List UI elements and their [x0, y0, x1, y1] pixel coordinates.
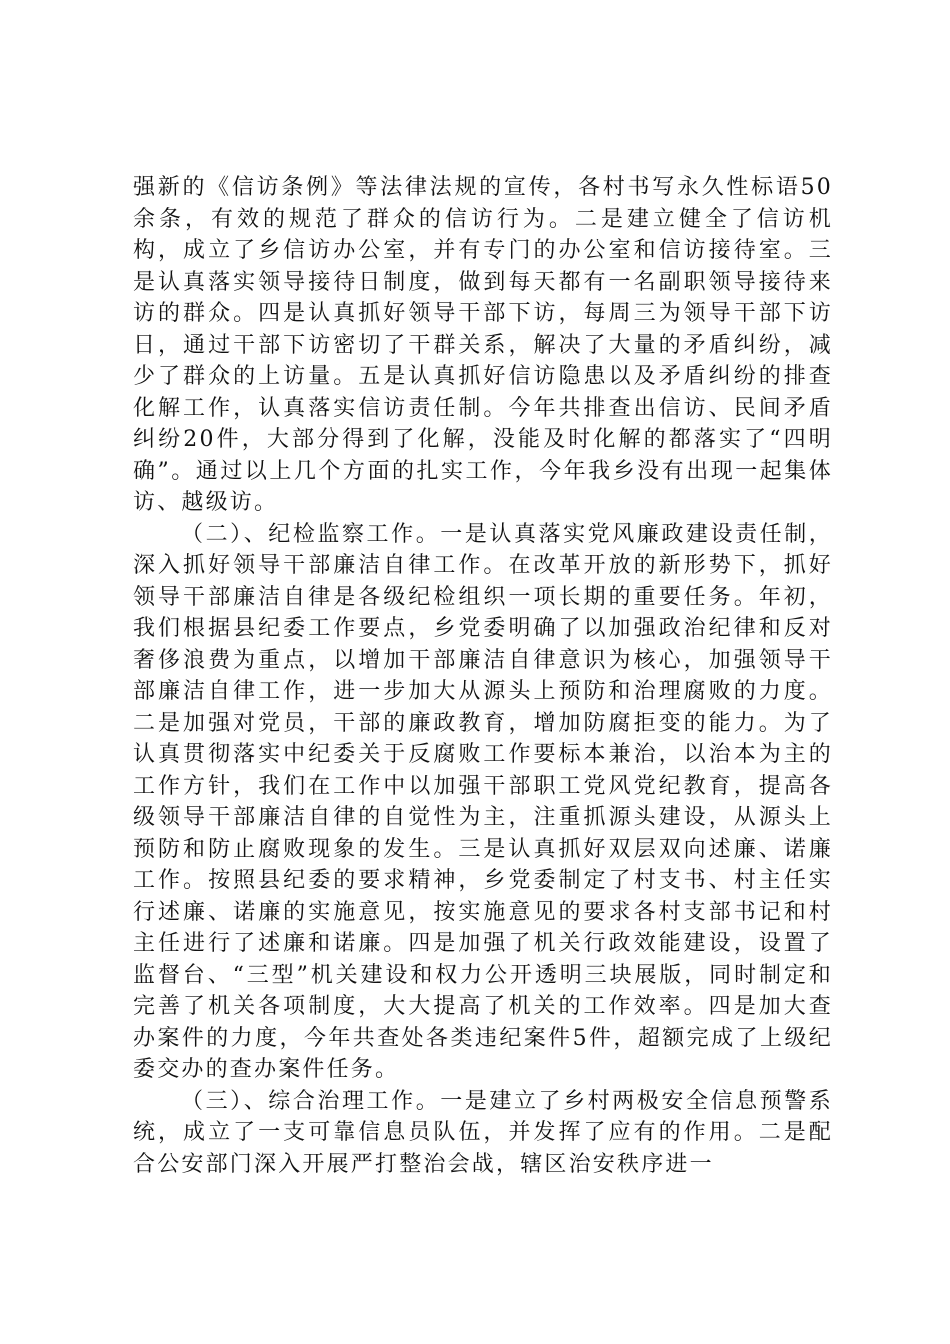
document-body — [133, 172, 833, 1180]
paragraph-comprehensive-governance: （三）、综合治理工作。一是建立了乡村两极安全信息预警系统，成立了一支可靠信息员队伍，并发挥了应有的作用。二是配合公安部门深入开展严打整治会战，辖区治安秩序进一 — [133, 1088, 833, 1177]
paragraph-discipline-inspection: （二）、纪检监察工作。一是认真落实党风廉政建设责任制，深入抓好领导干部廉洁自律工作。在改革开放的新形势下，抓好领导干部廉洁自律是各级纪检组织一项长期的重要任务。年初，我们根据县纪委工作要点，乡党委明确了以加强政治纪律和反对奢侈浪费为重点，以增加干部廉洁自律意识为核心，加强领导干部廉洁自律工作，进一步加大从源头上预防和治理腐败的力度。二是加强对党员，干部的廉政教育，增加防腐拒变的能力。为了认真贯彻落实中纪委关于反腐败工作要标本兼治，以治本为主的工作方针，我们在工作中以加强干部职工党风党纪教育，提高各级领导干部廉洁自律的自觉性为主，注重抓源头建设，从源头上预防和防止腐败现象的发生。三是认真抓好双层双向述廉、诺廉工作。按照县纪委的要求精神，乡党委制定了村支书、村主任实行述廉、诺廉的实施意见，按实施意见的要求各村支部书记和村主任进行了述廉和诺廉。四是加强了机关行政效能建设，设置了监督台、“三型”机关建设和权力公开透明三块展版，同时制定和完善了机关各项制度，大大提高了机关的工作效率。四是加大查办案件的力度，今年共查处各类违纪案件5件，超额完成了上级纪委交办的查办案件任务。 — [133, 521, 833, 1082]
paragraph-letters-and-visits: 强新的《信访条例》等法律法规的宣传，各村书写永久性标语50余条，有效的规范了群众的信访行为。二是建立健全了信访机构，成立了乡信访办公室，并有专门的办公室和信访接待室。三是认真落实领导接待日制度，做到每天都有一名副职领导接待来访的群众。四是认真抓好领导干部下访，每周三为领导干部下访日，通过干部下访密切了干群关系，解决了大量的矛盾纠纷，减少了群众的上访量。五是认真抓好信访隐患以及矛盾纠纷的排查化解工作，认真落实信访责任制。今年共排查出信访、民间矛盾纠纷20件，大部分得到了化解，没能及时化解的都落实了“四明确”。通过以上几个方面的扎实工作，今年我乡没有出现一起集体访、越级访。 — [133, 175, 833, 515]
